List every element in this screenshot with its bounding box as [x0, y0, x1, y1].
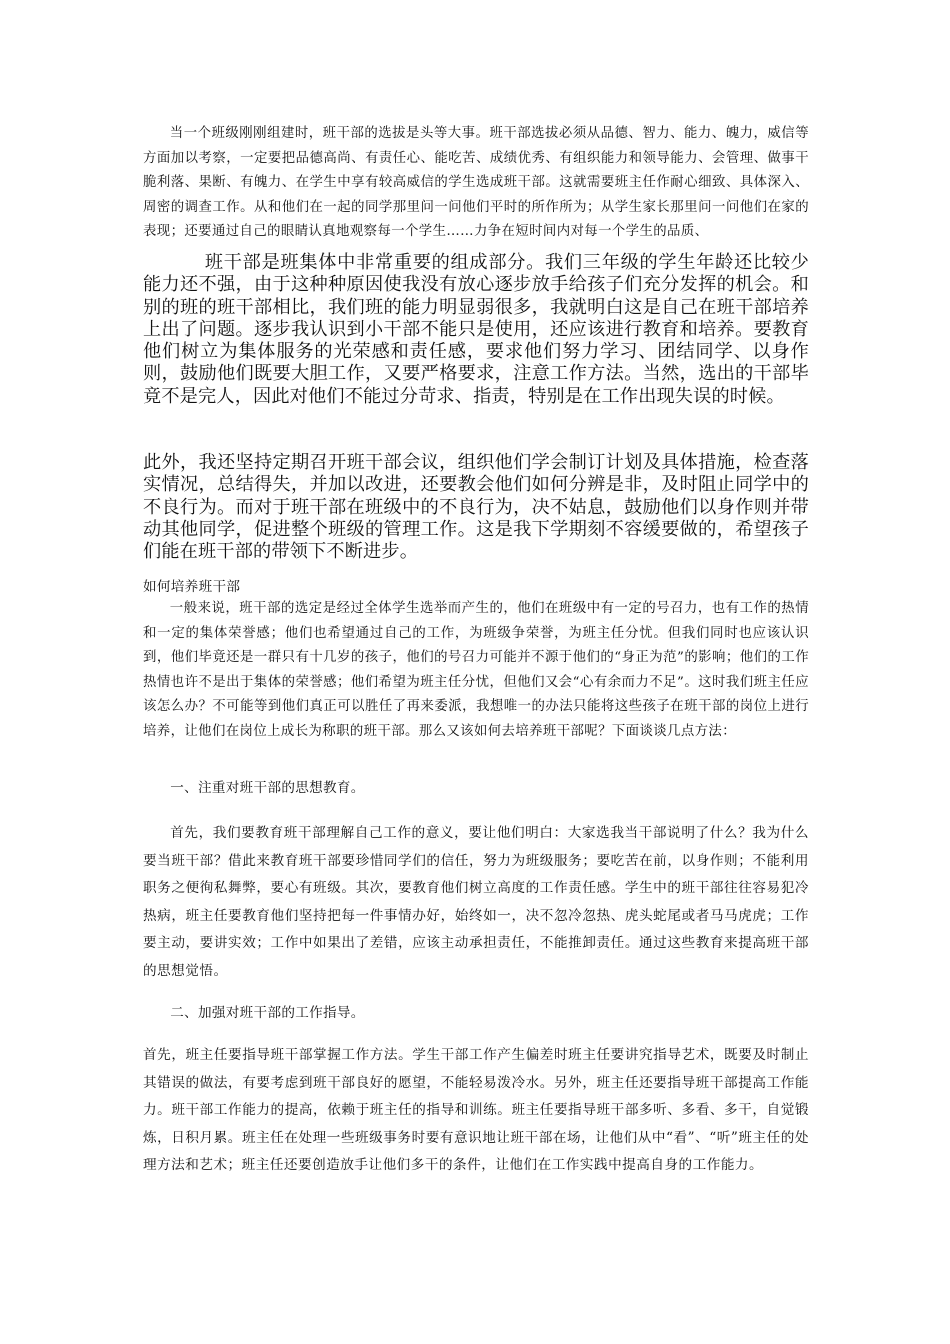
- paragraph-cadre-meetings: 此外，我还坚持定期召开班干部会议，组织他们学会制订计划及具体措施，检查落实情况，总结得失，并加以改进，还要教会他们如何分辨是非，及时阻止同学中的不良行为。而对于班干部在班级中的不良行为，决不姑息，鼓励他们以身作则并带动其他同学，促进整个班级的管理工作。这是我下学期刻不容缓要做的，希望孩子们能在班干部的带领下不断进步。: [143, 452, 809, 563]
- paragraph-ideological-education: 首先，我们要教育班干部理解自己工作的意义，要让他们明白：大家选我当干部说明了什么？我为什么要当班干部？借此来教育班干部要珍惜同学们的信任，努力为班级服务；要吃苦在前，以身作则；不能利用职务之便徇私舞弊，要心有班级。其次，要教育他们树立高度的工作责任感。学生中的班干部往往容易犯冷热病，班主任要教育他们坚持把每一件事情办好，始终如一，决不忽冷忽热、虎头蛇尾或者马马虎虎；工作要主动，要讲实效；工作中如果出了差错，应该主动承担责任，不能推卸责任。通过这些教育来提高班干部的思想觉悟。: [143, 825, 809, 979]
- paragraph-class-cadre-selection: 当一个班级刚刚组建时，班干部的选拔是头等大事。班干部选拔必须从品德、智力、能力、魄力，威信等方面加以考察，一定要把品德高尚、有责任心、能吃苦、成绩优秀、有组织能力和领导能力、会管理、做事干脆利落、果断、有魄力、在学生中享有较高威信的学生选成班干部。这就需要班主任作耐心细致、具体深入、周密的调查工作。从和他们在一起的同学那里问一问他们平时的所作所为；从学生家长那里问一问他们在家的表现；还要通过自己的眼睛认真地观察每一个学生……力争在短时间内对每一个学生的品质、: [143, 126, 809, 239]
- subheading-ideological-education: 一、注重对班干部的思想教育。: [170, 780, 365, 796]
- section-title: 如何培养班干部: [143, 579, 241, 595]
- paragraph-work-guidance: 首先，班主任要指导班干部掌握工作方法。学生干部工作产生偏差时班主任要讲究指导艺术，既要及时制止其错误的做法，有要考虑到班干部良好的愿望，不能轻易泼冷水。另外，班主任还要指导班干部提高工作能力。班干部工作能力的提高，依赖于班主任的指导和训练。班主任要指导班干部多听、多看、多干，自觉锻炼，日积月累。班主任在处理一些班级事务时要有意识地让班干部在场，让他们从中“看”、“听”班主任的处理方法和艺术；班主任还要创造放手让他们多干的条件，让他们在工作实践中提高自身的工作能力。: [143, 1047, 809, 1174]
- subheading-work-guidance: 二、加强对班干部的工作指导。: [170, 1005, 365, 1021]
- paragraph-introduction: 一般来说，班干部的选定是经过全体学生选举而产生的，他们在班级中有一定的号召力，也有工作的热情和一定的集体荣誉感；他们也希望通过自己的工作，为班级争荣誉，为班主任分忧。但我们同时也应该认识到，他们毕竟还是一群只有十几岁的孩子，他们的号召力可能并不源于他们的“身正为范”的影响；他们的工作热情也许不是出于集体的荣誉感；他们希望为班主任分忧，但他们又会“心有余而力不足”。这时我们班主任应该怎么办？不可能等到他们真正可以胜任了再来委派，我想唯一的办法只能将这些孩子在班干部的岗位上进行培养，让他们在岗位上成长为称职的班干部。那么又该如何去培养班干部呢？下面谈谈几点方法：: [143, 601, 809, 739]
- paragraph-cadre-importance: 班干部是班集体中非常重要的组成部分。我们三年级的学生年龄还比较少能力还不强，由于这种种原因使我没有放心逐步放手给孩子们充分发挥的机会。和别的班的班干部相比，我们班的能力明显弱很多，我就明白这是自己在班干部培养上出了问题。逐步我认识到小干部不能只是使用，还应该进行教育和培养。要教育他们树立为集体服务的光荣感和责任感，要求他们努力学习、团结同学、以身作则，鼓励他们既要大胆工作，又要严格要求，注意工作方法。当然，选出的干部毕竟不是完人，因此对他们不能过分苛求、指责，特别是在工作出现失误的时候。: [143, 252, 809, 407]
